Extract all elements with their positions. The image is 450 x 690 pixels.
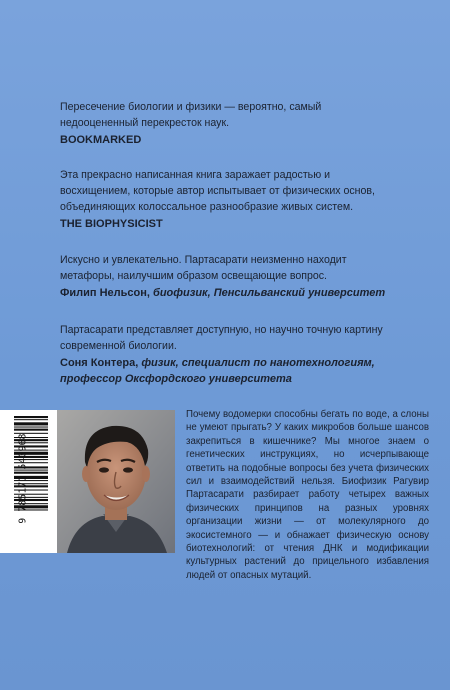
source-name: Филип Нельсон, bbox=[60, 287, 150, 299]
quote-source: BOOKMARKED bbox=[60, 134, 142, 146]
review-quote-2 bbox=[60, 167, 390, 232]
quote-text: Искусно и увлекательно. Партасарати неизменно находит метафоры, наилучшим образом освещающие вопрос. bbox=[60, 254, 347, 282]
quote-text: Пересечение биологии и физики — вероятно, самый недооцененный перекресток наук. bbox=[60, 101, 322, 129]
isbn-barcode bbox=[0, 410, 57, 553]
review-quote-4 bbox=[60, 322, 390, 387]
author-photo bbox=[57, 410, 175, 553]
review-quote-3 bbox=[60, 252, 390, 301]
review-quote-1 bbox=[60, 99, 390, 148]
source-name: Соня Контера, bbox=[60, 357, 139, 369]
author-portrait-image bbox=[57, 410, 175, 553]
quote-text: Партасарати представляет доступную, но научно точную картину современной биологии. bbox=[60, 324, 383, 352]
book-description: Почему водомерки способны бегать по воде, а слоны не умеют прыгать? У каких микробов больше шансов закрепиться в кишечнике? Мы многое знаем о генетических инструкциях, но исчерпывающе ответить на подобные вопросы без учета физических сил и взаимодействий нельзя. Биофизик Рагувир Партасарати разбирает работу четырех важных физических принципов на разных уровнях организации жизни — от молекулярного до экосистемного — и обнажает физическую основу биотехнологий: от чтения ДНК и модификации культурных растений до прицельного избавления людей от опасных мутаций. bbox=[186, 409, 429, 581]
source-role: физик, специалист по нанотехнологиям, профессор Оксфордского университета bbox=[60, 357, 375, 385]
quote-text: Эта прекрасно написанная книга заражает радостью и восхищением, которые автор испытывает от физических основ, объединяющих колоссальное разнообразие живых систем. bbox=[60, 169, 375, 213]
quote-source bbox=[60, 285, 390, 301]
barcode-digits: 9 785171 540968 bbox=[17, 433, 29, 524]
quote-source: THE BIOPHYSICIST bbox=[60, 218, 163, 230]
source-role: биофизик, Пенсильванский университет bbox=[153, 287, 386, 299]
quote-source bbox=[60, 355, 390, 387]
